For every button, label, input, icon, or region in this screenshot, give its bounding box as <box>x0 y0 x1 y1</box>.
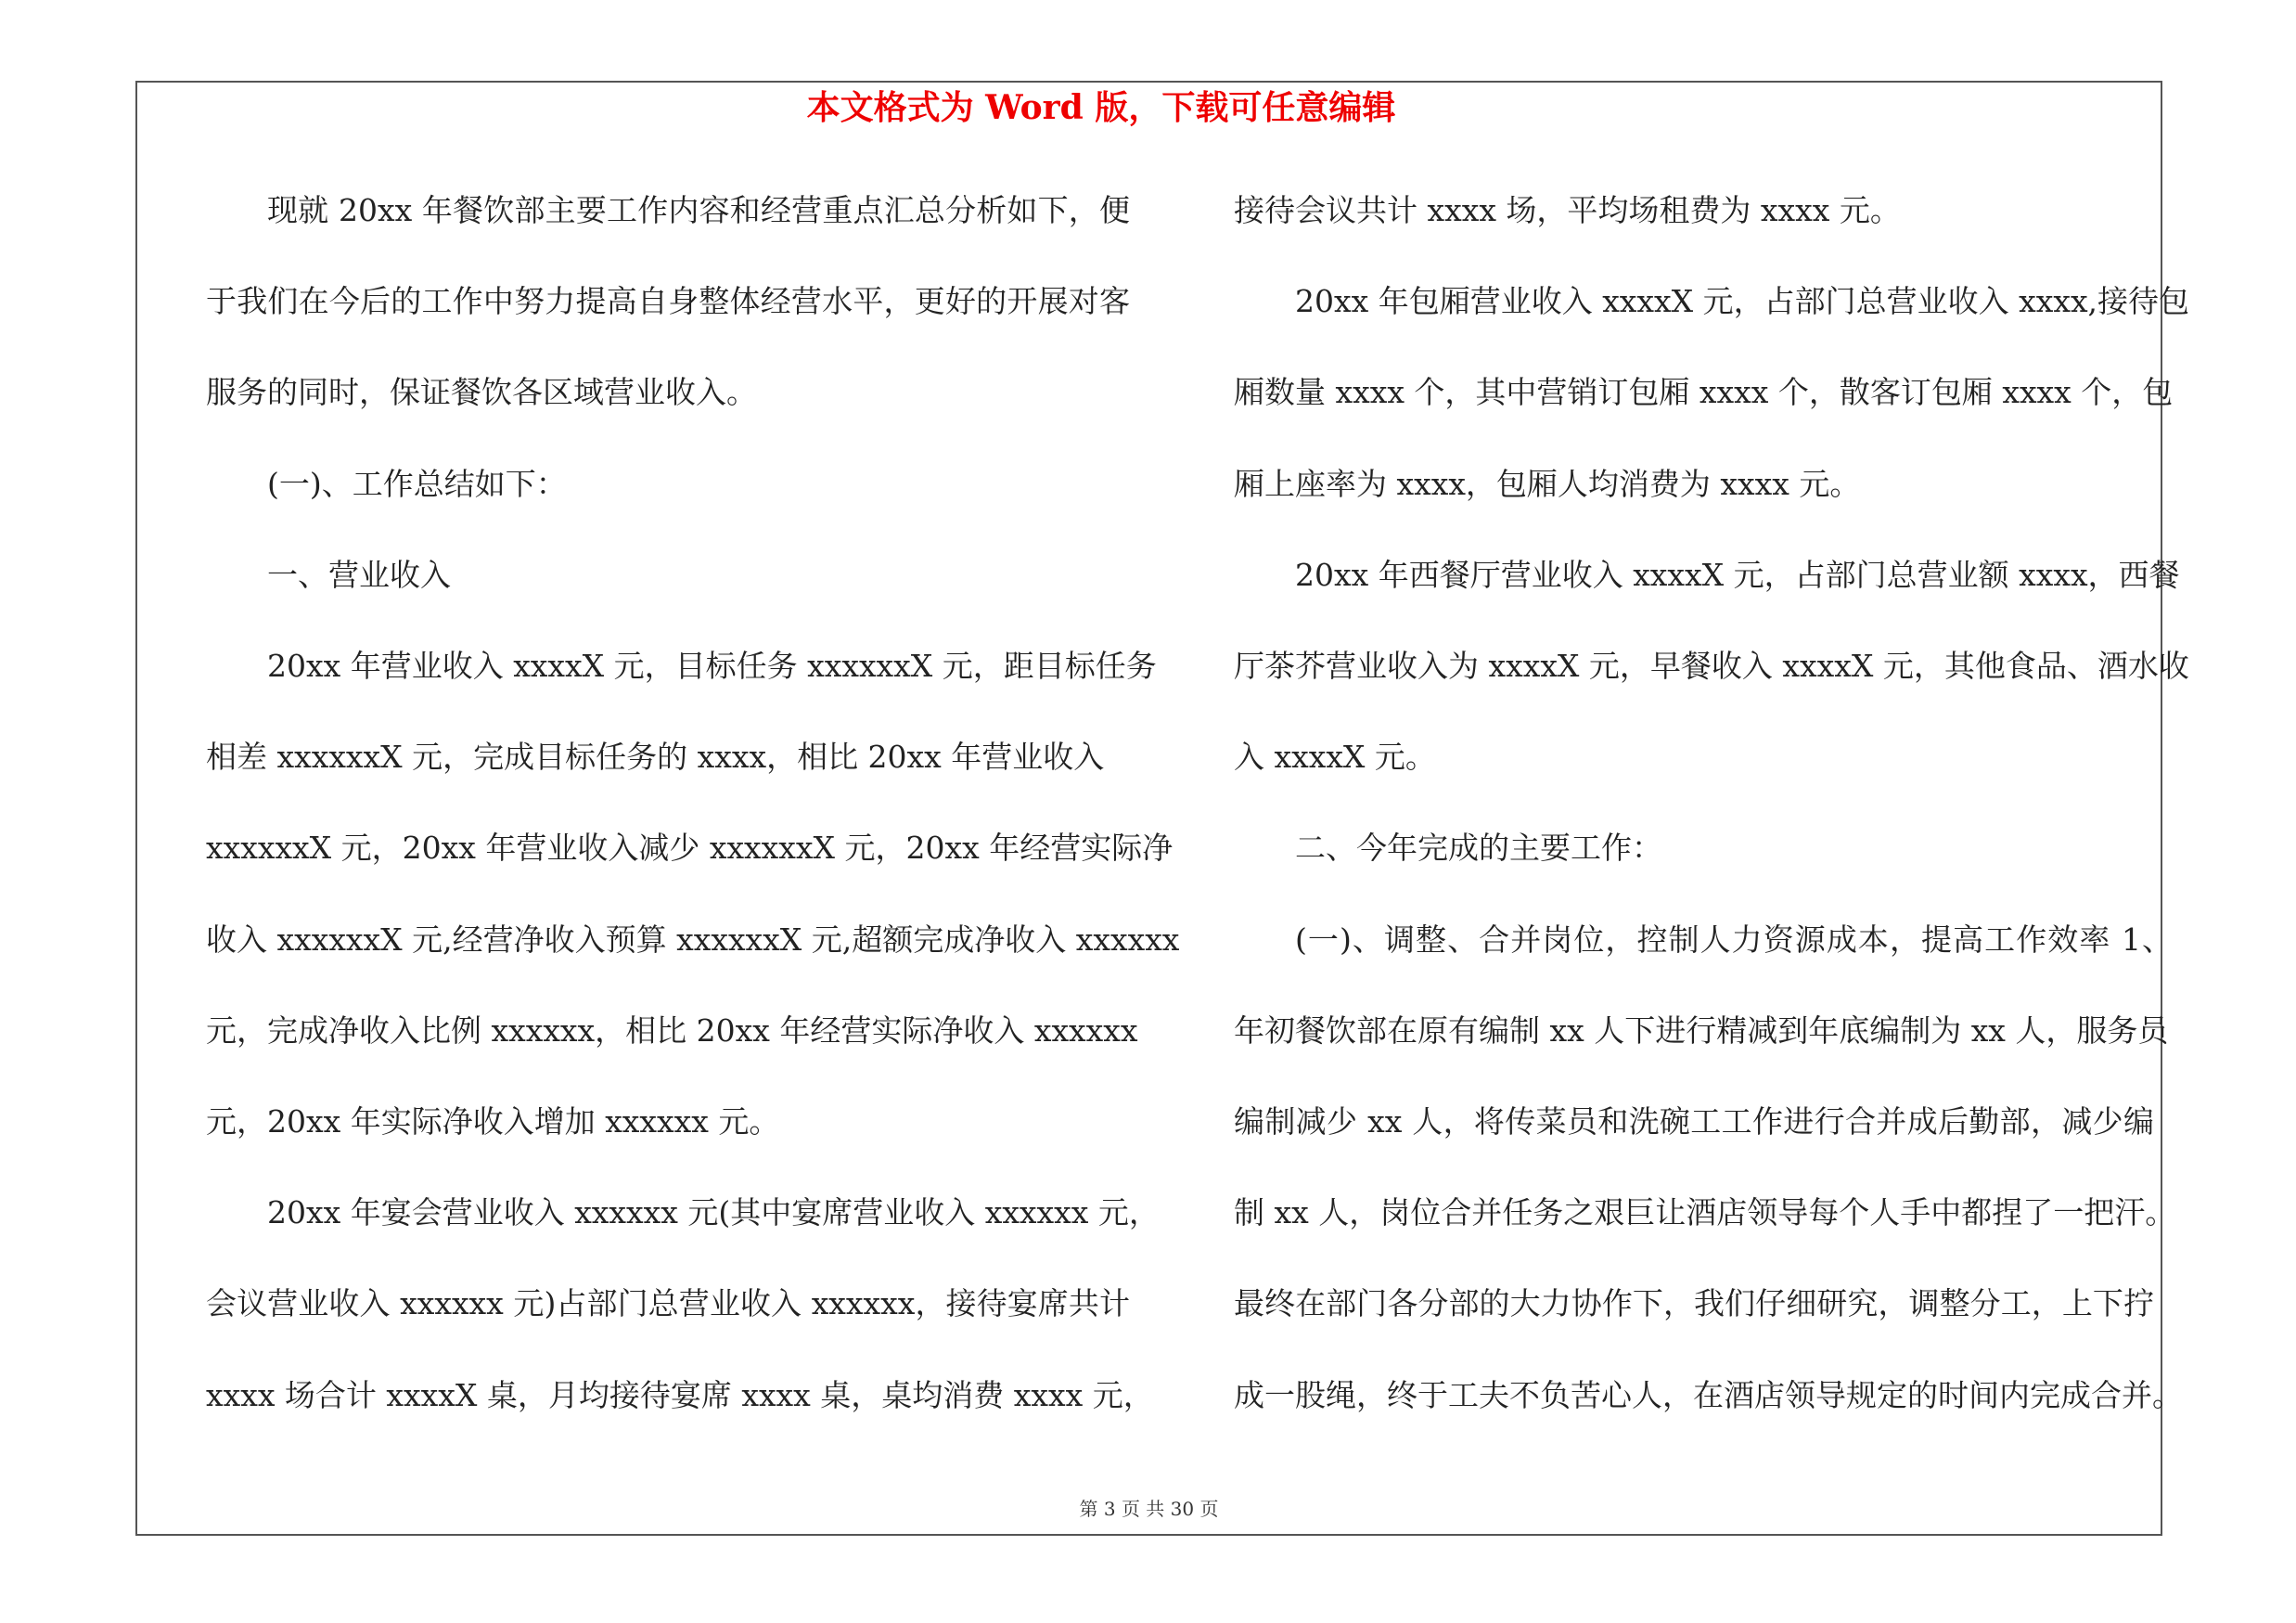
text-line: xxxxxxX 元，20xx 年营业收入减少 xxxxxxX 元，20xx 年经营实际净 <box>206 830 1174 866</box>
text-line: 元，完成净收入比例 xxxxxx，相比 20xx 年经营实际净收入 xxxxxx <box>206 1012 1138 1049</box>
text-line: (一)、调整、合并岗位，控制人力资源成本，提高工作效率 1、 <box>1295 921 2173 958</box>
text-line: 最终在部门各分部的大力协作下，我们仔细研究，调整分工，上下拧 <box>1234 1285 2154 1321</box>
text-line: 相差 xxxxxxX 元，完成目标任务的 xxxx，相比 20xx 年营业收入 <box>206 739 1105 775</box>
text-line: 现就 20xx 年餐饮部主要工作内容和经营重点汇总分析如下，便 <box>267 192 1130 228</box>
text-line: 20xx 年营业收入 xxxxX 元，目标任务 xxxxxxX 元，距目标任务 <box>267 648 1157 684</box>
text-line: 收入 xxxxxxX 元,经营净收入预算 xxxxxxX 元,超额完成净收入 xxxxxx <box>206 921 1180 958</box>
text-line: 20xx 年宴会营业收入 xxxxxx 元(其中宴席营业收入 xxxxxx 元， <box>267 1194 1160 1230</box>
text-line: 20xx 年包厢营业收入 xxxxX 元，占部门总营业收入 xxxx,接待包 <box>1295 283 2190 319</box>
page-number-footer: 第 3 页 共 30 页 <box>1079 1498 1219 1520</box>
text-line: 编制减少 xx 人，将传菜员和洗碗工工作进行合并成后勤部，减少编 <box>1234 1103 2154 1140</box>
text-line: (一)、工作总结如下： <box>267 466 567 502</box>
text-line: 二、今年完成的主要工作： <box>1295 830 1662 866</box>
text-line: 厅茶芥营业收入为 xxxxX 元，早餐收入 xxxxX 元，其他食品、酒水收 <box>1234 648 2189 684</box>
text-line: 接待会议共计 xxxx 场，平均场租费为 xxxx 元。 <box>1234 192 1901 228</box>
text-line: 服务的同时，保证餐饮各区域营业收入。 <box>206 374 757 410</box>
text-line: 入 xxxxX 元。 <box>1234 739 1436 775</box>
text-line: 厢数量 xxxx 个，其中营销订包厢 xxxx 个，散客订包厢 xxxx 个，包 <box>1234 374 2174 410</box>
text-line: 年初餐饮部在原有编制 xx 人下进行精减到年底编制为 xx 人，服务员 <box>1234 1012 2169 1049</box>
text-line: xxxx 场合计 xxxxX 桌，月均接待宴席 xxxx 桌，桌均消费 xxxx 元， <box>206 1377 1154 1413</box>
text-line: 一、营业收入 <box>267 557 451 593</box>
text-line: 厢上座率为 xxxx，包厢人均消费为 xxxx 元。 <box>1234 466 1861 502</box>
text-line: 于我们在今后的工作中努力提高自身整体经营水平，更好的开展对客 <box>206 283 1130 319</box>
text-line: 元，20xx 年实际净收入增加 xxxxxx 元。 <box>206 1103 780 1140</box>
text-line: 成一股绳，终于工夫不负苦心人，在酒店领导规定的时间内完成合并。 <box>1234 1377 2183 1413</box>
format-notice: 本文格式为 Word 版，下载可任意编辑 <box>806 88 1396 127</box>
text-line: 制 xx 人，岗位合并任务之艰巨让酒店领导每个人手中都捏了一把汗。 <box>1234 1194 2176 1230</box>
text-line: 20xx 年西餐厅营业收入 xxxxX 元，占部门总营业额 xxxx，西餐 <box>1295 557 2180 593</box>
text-line: 会议营业收入 xxxxxx 元)占部门总营业收入 xxxxxx，接待宴席共计 <box>206 1285 1130 1321</box>
